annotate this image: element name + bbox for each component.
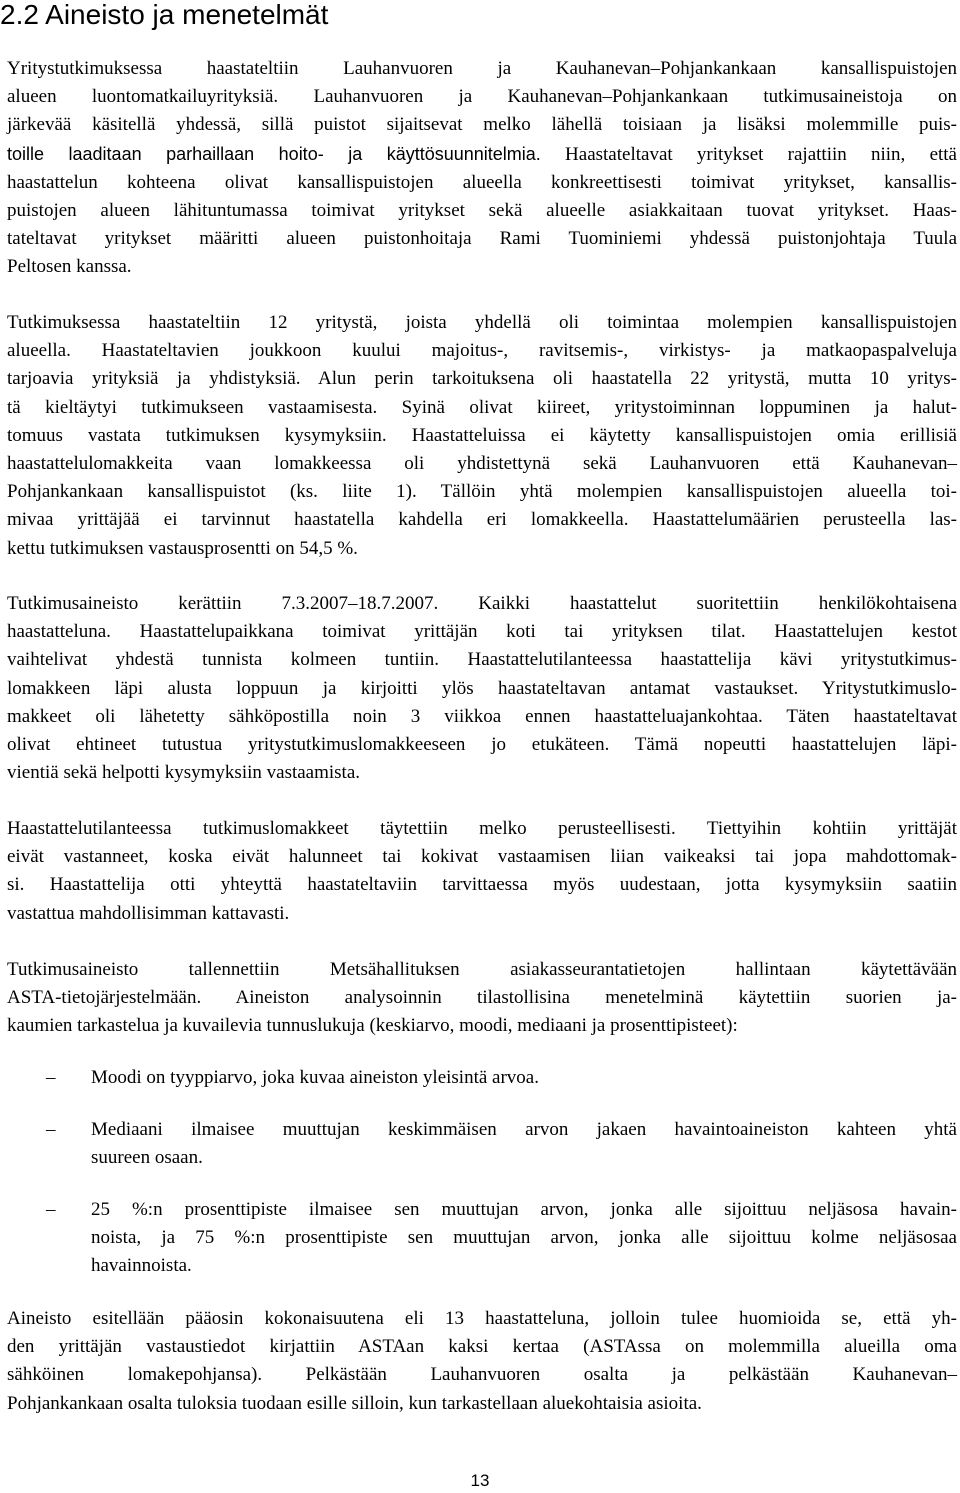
text-line: si. Haastattelija otti yhteyttä haastateltaviin tarvittaessa myös uudestaan, jotta kysymyksiin saatiin <box>7 874 957 896</box>
text-line: suureen osaan. <box>91 1147 203 1169</box>
text-line: Haastattelutilanteessa tutkimuslomakkeet täytettiin melko perusteellisesti. Tiettyihin kohtiin yrittäjät <box>7 818 957 839</box>
text-line: tä kieltäytyi tutkimukseen vastaamisesta. Syinä olivat kiireet, yritystoiminnan loppuminen ja halut- <box>7 396 957 418</box>
text-line: 25 %:n prosenttipiste ilmaisee sen muuttujan arvon, jonka alle sijoittuu neljäsosa havain- <box>91 1199 957 1220</box>
text-line: den yrittäjän vastaustiedot kirjattiin ASTAan kaksi kertaa (ASTAssa on molemmilla alueilla oma <box>7 1336 957 1358</box>
text-line: lomakkeen läpi alusta loppuun ja kirjoitti ylös haastateltavan antamat vastaukset. Yritystutkimuslo- <box>7 677 957 699</box>
text-line: Tutkimuksessa haastateltiin 12 yritystä, joista yhdellä oli toimintaa molempien kansallispuistojen <box>7 312 957 333</box>
text-line: olivat ehtineet tutustua yritystutkimuslomakkeeseen jo etukäteen. Tämä nopeutti haastattelujen läpi- <box>7 734 957 756</box>
text-line: Pohjankankaan osalta tuloksia tuodaan esille silloin, kun tarkastellaan aluekohtaisia asioita. <box>7 1392 702 1414</box>
text-line: vastattua mahdollisimman kattavasti. <box>7 902 290 924</box>
text-line: Aineisto esitellään pääosin kokonaisuutena eli 13 haastatteluna, jolloin tulee huomioida se, että yh- <box>7 1308 957 1329</box>
text-line: vaihtelivat yhdestä tunnista kolmeen tuntiin. Haastattelutilanteessa haastattelija kävi yritystutkimus- <box>7 649 957 671</box>
dash-icon: – <box>46 1199 56 1220</box>
text-line: haastattelulomakkeita vaan lomakkeessa oli yhdistettynä sekä Lauhanvuoren että Kauhanevan– <box>7 453 957 475</box>
text-line: vientiä sekä helpotti kysymyksiin vastaamista. <box>7 762 361 784</box>
paragraph-3 <box>7 590 957 787</box>
text-line: makkeet oli lähetetty sähköpostilla noin 3 viikkoa ennen haastatteluajankohtaa. Täten haastateltavat <box>7 705 957 727</box>
text-line: kettu tutkimuksen vastausprosentti on 54,5 %. <box>7 537 358 559</box>
text-line: kaumien tarkastelua ja kuvailevia tunnuslukuja (keskiarvo, moodi, mediaani ja prosenttipisteet): <box>7 1015 738 1037</box>
text-line: tarjoavia yrityksiä ja yhdistyksiä. Alun perin tarkoituksena oli haastatella 22 yritystä, mutta 10 yritys- <box>7 368 957 390</box>
text-line: havainnoista. <box>91 1255 192 1277</box>
text-line: alueella. Haastateltavien joukkoon kuului majoitus-, ravitsemis-, virkistys- ja matkaopaspalveluja <box>7 340 957 362</box>
text-line: mivaa yrittäjää ei tarvinnut haastatella kahdella eri lomakkeella. Haastattelumäärien perusteella las- <box>7 509 957 531</box>
text-line: Pohjankankaan kansallispuistot (ks. liite 1). Tällöin yhtä molempien kansallispuistojen alueella toi- <box>7 481 957 503</box>
text-line: alueen luontomatkailuyrityksiä. Lauhanvuoren ja Kauhanevan–Pohjankankaan tutkimusaineistoja on <box>7 86 957 108</box>
text-line: haastattelun kohteena olivat kansallispuistojen alueella konkreettisesti toimivat yritykset, kansallis- <box>7 171 957 193</box>
section-heading: 2.2 Aineisto ja menetelmät <box>0 0 329 30</box>
text-line: järkevää käsitellä yhdessä, sillä puistot sijaitsevat melko lähellä toisiaan ja lisäksi molemmille puis- <box>7 114 957 136</box>
text-line: sähköinen lomakepohjansa). Pelkästään Lauhanvuoren osalta ja pelkästään Kauhanevan– <box>7 1364 957 1386</box>
text-line: Moodi on tyyppiarvo, joka kuvaa aineiston yleisintä arvoa. <box>91 1067 539 1088</box>
text-line: noista, ja 75 %:n prosenttipiste sen muuttujan arvon, jonka alle sijoittuu kolme neljäsosaa <box>91 1227 957 1249</box>
paragraph-1 <box>7 55 957 282</box>
dash-icon: – <box>46 1067 56 1088</box>
text-line <box>7 140 957 169</box>
paragraph-5 <box>7 956 957 1041</box>
text-line: Yritystutkimuksessa haastateltiin Lauhanvuoren ja Kauhanevan–Pohjankankaan kansallispuistojen <box>7 58 957 79</box>
text-line <box>7 197 957 225</box>
text-line: Tutkimusaineisto kerättiin 7.3.2007–18.7.2007. Kaikki haastattelut suoritettiin henkilökohtaisena <box>7 593 957 614</box>
text-line: Mediaani ilmaisee muuttujan keskimmäisen arvon jakaen havaintoaineiston kahteen yhtä <box>91 1119 957 1140</box>
paragraph-2 <box>7 309 957 563</box>
text-segment: Haastateltavat yritykset rajattiin niin, että <box>540 143 957 165</box>
text-line: Peltosen kanssa. <box>7 256 132 278</box>
text-line: Tutkimusaineisto tallennettiin Metsähallituksen asiakasseurantatietojen hallintaan käytettävään <box>7 959 957 980</box>
dash-icon: – <box>46 1119 56 1140</box>
page-number: 13 <box>470 1471 490 1490</box>
text-segment: toille laaditaan parhaillaan hoito- ja käyttösuunnitelmia. <box>7 143 541 164</box>
paragraph-4 <box>7 815 957 928</box>
text-segment: puistojen alueen lähituntumassa toimivat yritykset sekä alueelle asiakkaitaan tuovat yritykset. <box>7 200 889 222</box>
text-line: tateltavat yritykset määritti alueen puistonhoitaja Rami Tuominiemi yhdessä puistonjohtaja Tuula <box>7 228 957 250</box>
text-line: ASTA-tietojärjestelmään. Aineiston analysoinnin tilastollisina menetelminä käytettiin suorien ja- <box>7 987 957 1009</box>
text-segment: Haas- <box>888 200 957 222</box>
paragraph-6 <box>7 1305 957 1418</box>
text-line: tomuus vastata tutkimuksen kysymyksiin. Haastatteluissa ei käytetty kansallispuistojen omia erillisiä <box>7 424 957 446</box>
text-line: haastatteluna. Haastattelupaikkana toimivat yrittäjän koti tai yrityksen tilat. Haastattelujen kestot <box>7 621 957 643</box>
text-line: eivät vastanneet, koska eivät halunneet tai kokivat vastaamisen liian vaikeaksi tai jopa mahdottomak- <box>7 846 957 868</box>
